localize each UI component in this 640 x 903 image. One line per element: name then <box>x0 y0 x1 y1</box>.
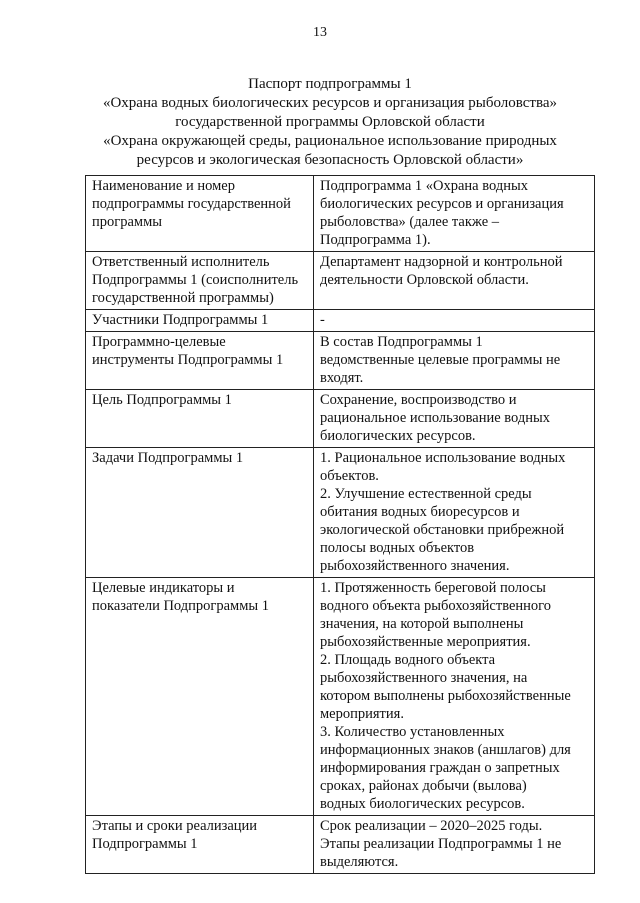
page-number: 13 <box>313 25 327 40</box>
cell-text-line: рыбохозяйственного значения. <box>320 558 510 574</box>
cell-text-line: информационных знаков (аншлагов) для <box>320 742 571 758</box>
cell-text-line: Подпрограммы 1 <box>92 836 198 852</box>
cell-text-line: полосы водных объектов <box>320 540 475 556</box>
cell-text-line: 3. Количество установленных <box>320 724 505 740</box>
cell-text-line: рыбохозяйственного значения, на <box>320 670 528 686</box>
title-line: «Охрана окружающей среды, рациональное использование природных <box>103 133 557 149</box>
row-label-cell <box>86 176 314 252</box>
title-line: «Охрана водных биологических ресурсов и организация рыболовства» <box>102 95 558 111</box>
cell-text-line: объектов. <box>320 468 379 484</box>
table-row <box>86 176 595 252</box>
table-row <box>86 390 595 448</box>
cell-text-line: водных биологических ресурсов. <box>320 796 525 812</box>
table-row <box>86 310 595 332</box>
row-label-cell <box>86 816 314 874</box>
cell-text-line: показатели Подпрограммы 1 <box>92 598 269 614</box>
cell-text-line: рациональное использование водных <box>320 410 551 426</box>
row-label-cell <box>86 390 314 448</box>
cell-text-line: значения, на которой выполнены <box>320 616 524 632</box>
cell-text-line: рыбохозяйственные мероприятия. <box>320 634 531 650</box>
title-line: государственной программы Орловской области <box>175 114 485 130</box>
cell-text-line: рыболовства» (далее также – <box>320 214 500 230</box>
table-row <box>86 816 595 874</box>
cell-text-line: обитания водных биоресурсов и <box>320 504 520 520</box>
cell-text-line: программы <box>92 214 162 230</box>
row-label-cell <box>86 332 314 390</box>
cell-text-line: выделяются. <box>320 854 399 870</box>
cell-text-line: 1. Протяженность береговой полосы <box>320 580 546 596</box>
title-line: Паспорт подпрограммы 1 <box>248 76 412 92</box>
row-label-cell <box>86 310 314 332</box>
table-row <box>86 578 595 816</box>
cell-text-line: государственной программы) <box>92 290 274 306</box>
cell-text-line: информирования граждан о запретных <box>320 760 560 776</box>
cell-text-line: Подпрограмма 1). <box>320 232 431 248</box>
cell-text-line: В состав Подпрограммы 1 <box>320 334 483 350</box>
cell-text-line: 2. Площадь водного объекта <box>320 652 496 668</box>
cell-text-line: Срок реализации – 2020–2025 годы. <box>320 818 543 834</box>
cell-text-line: экологической обстановки прибрежной <box>320 522 565 538</box>
cell-text-line: входят. <box>320 370 364 386</box>
row-value-cell <box>314 176 595 252</box>
cell-text-line: Участники Подпрограммы 1 <box>92 312 269 328</box>
cell-text-line: Целевые индикаторы и <box>92 580 235 596</box>
cell-text-line: подпрограммы государственной <box>92 196 291 212</box>
row-label-cell <box>86 448 314 578</box>
cell-text-line: деятельности Орловской области. <box>320 272 529 288</box>
row-label-cell <box>86 578 314 816</box>
cell-text-line: Этапы и сроки реализации <box>92 818 258 834</box>
cell-text-line: Цель Подпрограммы 1 <box>92 392 232 408</box>
cell-text-line: Этапы реализации Подпрограммы 1 не <box>320 836 562 852</box>
cell-text-line: Сохранение, воспроизводство и <box>320 392 517 408</box>
cell-text-line: сроках, районах добычи (вылова) <box>320 778 527 794</box>
cell-text-line: Ответственный исполнитель <box>92 254 270 270</box>
passport-table <box>85 175 595 874</box>
table-row <box>86 332 595 390</box>
cell-text-line: водного объекта рыбохозяйственного <box>320 598 551 614</box>
cell-text-line: мероприятия. <box>320 706 404 722</box>
cell-text-line: инструменты Подпрограммы 1 <box>92 352 284 368</box>
cell-text-line: биологических ресурсов. <box>320 428 476 444</box>
row-value-cell <box>314 816 595 874</box>
document-title <box>80 75 580 170</box>
cell-text-line: Подпрограмма 1 «Охрана водных <box>320 178 528 194</box>
title-line: ресурсов и экологическая безопасность Орловской области» <box>136 152 524 168</box>
cell-text-line: ведомственные целевые программы не <box>320 352 561 368</box>
cell-text-line: Департамент надзорной и контрольной <box>320 254 563 270</box>
table-row <box>86 448 595 578</box>
cell-text-line: котором выполнены рыбохозяйственные <box>320 688 571 704</box>
row-value-cell <box>314 310 595 332</box>
cell-text-line: Наименование и номер <box>92 178 235 194</box>
row-value-cell <box>314 252 595 310</box>
cell-text-line: биологических ресурсов и организация <box>320 196 564 212</box>
cell-text-line: Подпрограммы 1 (соисполнитель <box>92 272 299 288</box>
row-value-cell <box>314 332 595 390</box>
cell-text-line: 2. Улучшение естественной среды <box>320 486 532 502</box>
cell-text-line: - <box>320 312 325 328</box>
cell-text-line: Задачи Подпрограммы 1 <box>92 450 244 466</box>
row-value-cell <box>314 578 595 816</box>
cell-text-line: Программно-целевые <box>92 334 226 350</box>
row-value-cell <box>314 390 595 448</box>
cell-text-line: 1. Рациональное использование водных <box>320 450 566 466</box>
table-row <box>86 252 595 310</box>
row-label-cell <box>86 252 314 310</box>
row-value-cell <box>314 448 595 578</box>
